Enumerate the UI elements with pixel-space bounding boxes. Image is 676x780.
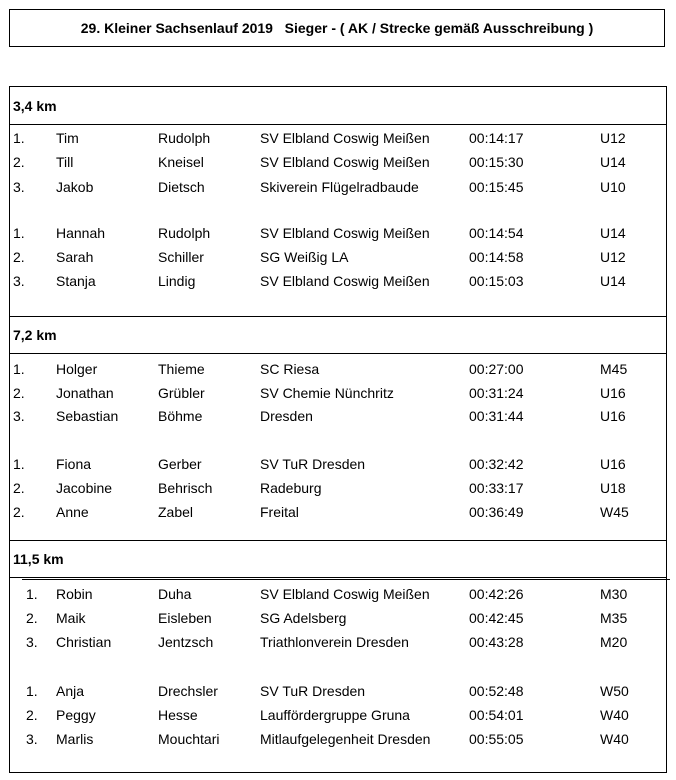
last-name: Rudolph: [158, 225, 211, 241]
club: SC Riesa: [260, 361, 320, 377]
result-row: [10, 477, 666, 499]
age-class: U14: [600, 154, 626, 170]
last-name: Schiller: [158, 249, 204, 265]
result-row: [10, 704, 666, 726]
first-name: Robin: [56, 586, 93, 602]
age-class: W40: [600, 707, 629, 723]
first-name: Peggy: [56, 707, 96, 723]
rank: 2.: [13, 480, 25, 496]
first-name: Till: [56, 154, 74, 170]
last-name: Mouchtari: [158, 731, 220, 747]
result-row: [10, 405, 666, 427]
first-name: Holger: [56, 361, 98, 377]
rank: 3.: [13, 408, 25, 424]
last-name: Behrisch: [158, 480, 213, 496]
rank: 2.: [13, 249, 25, 265]
first-name: Fiona: [56, 456, 92, 472]
result-row: [10, 583, 666, 605]
club: SV Elbland Coswig Meißen: [260, 154, 430, 170]
finish-time: 00:27:00: [469, 361, 524, 377]
rank: 2.: [13, 154, 25, 170]
result-row: [10, 680, 666, 702]
first-name: Sarah: [56, 249, 94, 265]
rank: 3.: [13, 273, 25, 289]
rank: 1.: [13, 456, 25, 472]
result-row: [10, 631, 666, 653]
club: Freital: [260, 504, 299, 520]
rank: 1.: [13, 361, 25, 377]
club: Triathlonverein Dresden: [260, 634, 409, 650]
finish-time: 00:14:58: [469, 249, 524, 265]
age-class: M20: [600, 634, 628, 650]
rank: 2.: [26, 610, 38, 626]
section-7-2-km: [10, 316, 666, 354]
last-name: Eisleben: [158, 610, 212, 626]
section-distance: 3,4 km: [10, 87, 666, 125]
rank: 1.: [13, 130, 25, 146]
club: Mitlaufgelegenheit Dresden: [260, 731, 431, 747]
club: SV Elbland Coswig Meißen: [260, 586, 430, 602]
club: SV TuR Dresden: [260, 456, 366, 472]
rank: 2.: [13, 385, 25, 401]
finish-time: 00:15:30: [469, 154, 524, 170]
rank: 2.: [13, 504, 25, 520]
result-row: [10, 728, 666, 750]
rank: 1.: [13, 225, 25, 241]
age-class: U14: [600, 225, 626, 241]
finish-time: 00:31:24: [469, 385, 524, 401]
club: Radeburg: [260, 480, 322, 496]
first-name: Maik: [56, 610, 86, 626]
last-name: Duha: [158, 586, 192, 602]
age-class: U14: [600, 273, 626, 289]
result-row: [10, 453, 666, 475]
age-class: M45: [600, 361, 628, 377]
result-row: [10, 127, 666, 149]
age-class: M30: [600, 586, 628, 602]
rank: 3.: [13, 179, 25, 195]
section-distance: 7,2 km: [10, 316, 666, 354]
first-name: Jonathan: [56, 385, 114, 401]
rank: 1.: [26, 683, 38, 699]
result-row: [10, 501, 666, 523]
finish-time: 00:15:03: [469, 273, 524, 289]
age-class: W45: [600, 504, 629, 520]
result-row: [10, 151, 666, 173]
club: SV Elbland Coswig Meißen: [260, 225, 430, 241]
finish-time: 00:42:45: [469, 610, 524, 626]
first-name: Anja: [56, 683, 85, 699]
club: SG Adelsberg: [260, 610, 347, 626]
result-row: [10, 607, 666, 629]
result-row: [10, 176, 666, 198]
section-divider: [22, 579, 670, 580]
results-table: [9, 86, 667, 773]
rank: 3.: [26, 731, 38, 747]
last-name: Rudolph: [158, 130, 211, 146]
age-class: U12: [600, 249, 626, 265]
last-name: Dietsch: [158, 179, 205, 195]
age-class: M35: [600, 610, 628, 626]
first-name: Sebastian: [56, 408, 119, 424]
last-name: Gerber: [158, 456, 202, 472]
finish-time: 00:54:01: [469, 707, 524, 723]
finish-time: 00:31:44: [469, 408, 524, 424]
result-row: [10, 382, 666, 404]
first-name: Marlis: [56, 731, 94, 747]
finish-time: 00:43:28: [469, 634, 524, 650]
first-name: Jacobine: [56, 480, 113, 496]
last-name: Böhme: [158, 408, 203, 424]
last-name: Thieme: [158, 361, 205, 377]
club: SV Elbland Coswig Meißen: [260, 130, 430, 146]
page-title: 29. Kleiner Sachsenlauf 2019 Sieger - ( AK / Strecke gemäß Ausschreibung ): [9, 9, 665, 47]
first-name: Tim: [56, 130, 79, 146]
finish-time: 00:32:42: [469, 456, 524, 472]
finish-time: 00:52:48: [469, 683, 524, 699]
section-3-4-km: [10, 87, 666, 125]
last-name: Zabel: [158, 504, 194, 520]
rank: 2.: [26, 707, 38, 723]
age-class: U10: [600, 179, 626, 195]
last-name: Hesse: [158, 707, 198, 723]
finish-time: 00:15:45: [469, 179, 524, 195]
rank: 3.: [26, 634, 38, 650]
section-11-5-km: [10, 540, 666, 578]
first-name: Hannah: [56, 225, 106, 241]
finish-time: 00:55:05: [469, 731, 524, 747]
club: SV TuR Dresden: [260, 683, 366, 699]
result-row: [10, 358, 666, 380]
age-class: W50: [600, 683, 629, 699]
first-name: Stanja: [56, 273, 96, 289]
first-name: Anne: [56, 504, 89, 520]
club: SG Weißig LA: [260, 249, 349, 265]
club: Lauffördergruppe Gruna: [260, 707, 410, 723]
club: Dresden: [260, 408, 313, 424]
club: Skiverein Flügelradbaude: [260, 179, 419, 195]
club: SV Elbland Coswig Meißen: [260, 273, 430, 289]
age-class: U16: [600, 408, 626, 424]
first-name: Christian: [56, 634, 112, 650]
finish-time: 00:36:49: [469, 504, 524, 520]
first-name: Jakob: [56, 179, 94, 195]
finish-time: 00:14:17: [469, 130, 524, 146]
last-name: Grübler: [158, 385, 205, 401]
age-class: U16: [600, 456, 626, 472]
age-class: U16: [600, 385, 626, 401]
rank: 1.: [26, 586, 38, 602]
last-name: Lindig: [158, 273, 196, 289]
section-distance: 11,5 km: [10, 540, 666, 578]
finish-time: 00:14:54: [469, 225, 524, 241]
age-class: U12: [600, 130, 626, 146]
last-name: Jentzsch: [158, 634, 214, 650]
age-class: W40: [600, 731, 629, 747]
finish-time: 00:42:26: [469, 586, 524, 602]
result-row: [10, 270, 666, 292]
finish-time: 00:33:17: [469, 480, 524, 496]
club: SV Chemie Nünchritz: [260, 385, 394, 401]
age-class: U18: [600, 480, 626, 496]
result-row: [10, 222, 666, 244]
last-name: Drechsler: [158, 683, 218, 699]
result-row: [10, 246, 666, 268]
last-name: Kneisel: [158, 154, 204, 170]
